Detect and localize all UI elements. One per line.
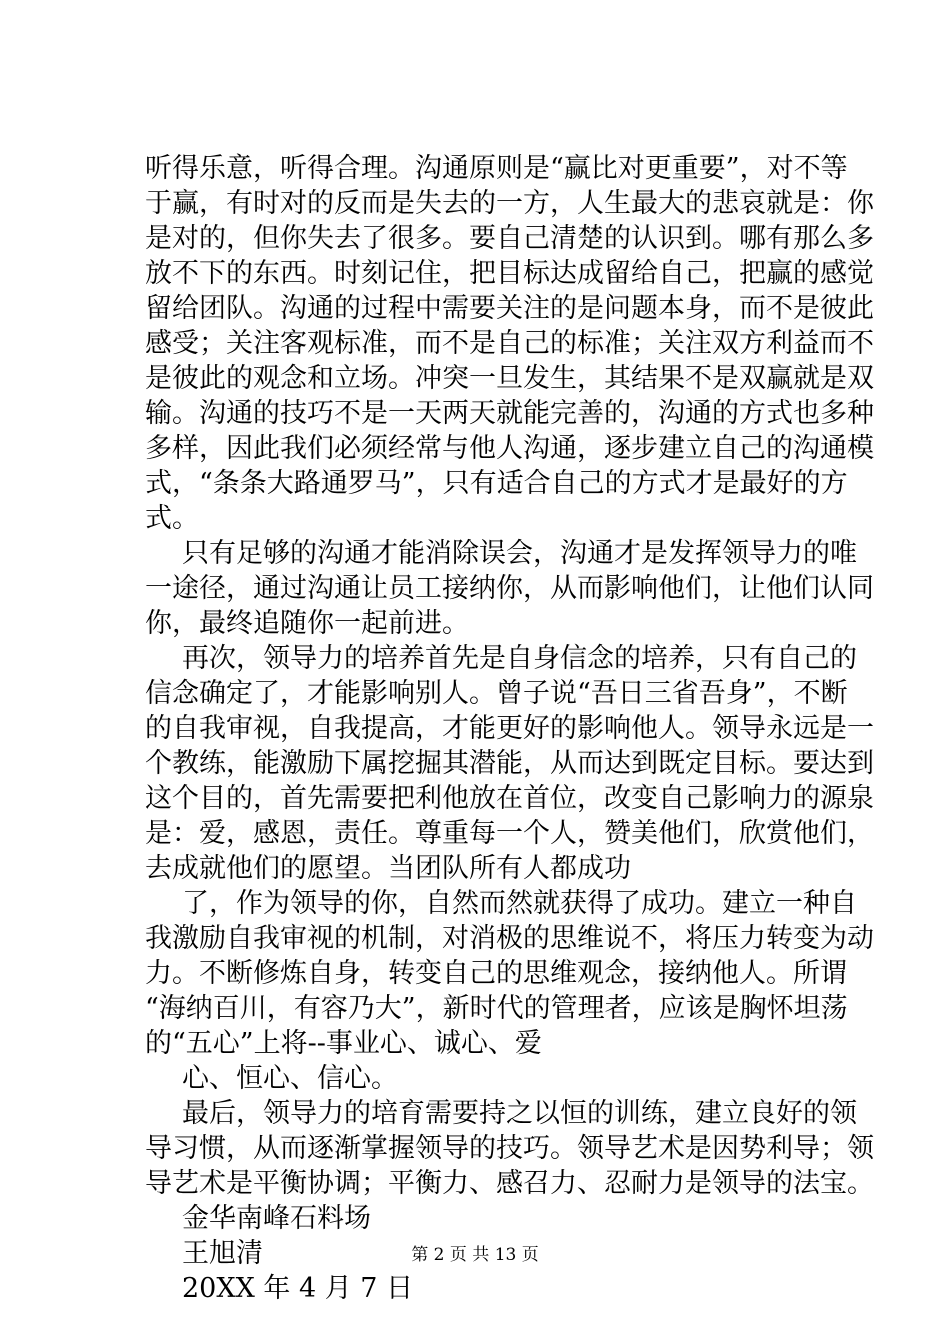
text-line: 导习惯，从而逐渐掌握领导的技巧。领导艺术是因势利导；领	[145, 1133, 874, 1164]
text-line: 一途径，通过沟通让员工接纳你，从而影响他们，让他们认同	[145, 573, 874, 604]
text-line: 力。不断修炼自身，转变自己的思维观念，接纳他人。所谓	[145, 958, 847, 989]
page-number-footer: 第 2 页 共 13 页	[411, 1245, 539, 1265]
text-line: 你，最终追随你一起前进。	[145, 608, 469, 639]
signature-organization: 金华南峰石料场	[182, 1203, 371, 1234]
text-line: 听得乐意，听得合理。沟通原则是“赢比对更重要”，对不等	[145, 153, 848, 184]
text-line: 了，作为领导的你，自然而然就获得了成功。建立一种自	[182, 888, 857, 919]
text-line: 式。	[145, 503, 199, 534]
text-line: 是对的，但你失去了很多。要自己清楚的认识到。哪有那么多	[145, 223, 874, 254]
text-line: 留给团队。沟通的过程中需要关注的是问题本身，而不是彼此	[145, 293, 874, 324]
text-line: 只有足够的沟通才能消除误会，沟通才是发挥领导力的唯	[182, 538, 857, 569]
text-line: 放不下的东西。时刻记住，把目标达成留给自己，把赢的感觉	[145, 258, 874, 289]
text-line: 个教练，能激励下属挖掘其潜能，从而达到既定目标。要达到	[145, 748, 874, 779]
text-line: 的自我审视，自我提高，才能更好的影响他人。领导永远是一	[145, 713, 874, 744]
text-line: 最后，领导力的培育需要持之以恒的训练，建立良好的领	[182, 1098, 857, 1129]
text-line: 信念确定了，才能影响别人。曾子说“吾日三省吾身”，不断	[145, 678, 848, 709]
text-line: 这个目的，首先需要把利他放在首位，改变自己影响力的源泉	[145, 783, 874, 814]
text-line: 是彼此的观念和立场。冲突一旦发生，其结果不是双赢就是双	[145, 363, 874, 394]
text-line: 心、恒心、信心。	[182, 1063, 398, 1094]
text-line: 多样，因此我们必须经常与他人沟通，逐步建立自己的沟通模	[145, 433, 874, 464]
signature-author: 王旭清	[182, 1238, 263, 1269]
text-line: 的“五心”上将--事业心、诚心、爱	[145, 1028, 542, 1059]
text-line: 导艺术是平衡协调；平衡力、感召力、忍耐力是领导的法宝。	[145, 1168, 874, 1199]
text-line: 输。沟通的技巧不是一天两天就能完善的，沟通的方式也多种	[145, 398, 874, 429]
text-line: 式，“条条大路通罗马”，只有适合自己的方式才是最好的方	[145, 468, 848, 499]
text-line: “海纳百川，有容乃大”，新时代的管理者，应该是胸怀坦荡	[145, 993, 848, 1024]
text-line: 于赢，有时对的反而是失去的一方，人生最大的悲哀就是：你	[145, 188, 874, 219]
text-line: 再次，领导力的培养首先是自身信念的培养，只有自己的	[182, 643, 857, 674]
text-line: 我激励自我审视的机制，对消极的思维说不，将压力转变为动	[145, 923, 874, 954]
text-line: 是：爱，感恩，责任。尊重每一个人，赞美他们，欣赏他们，	[145, 818, 874, 849]
signature-date: 20XX 年 4 月 7 日	[182, 1273, 414, 1304]
text-line: 去成就他们的愿望。当团队所有人都成功	[145, 853, 631, 884]
text-line: 感受；关注客观标准，而不是自己的标准；关注双方利益而不	[145, 328, 874, 359]
